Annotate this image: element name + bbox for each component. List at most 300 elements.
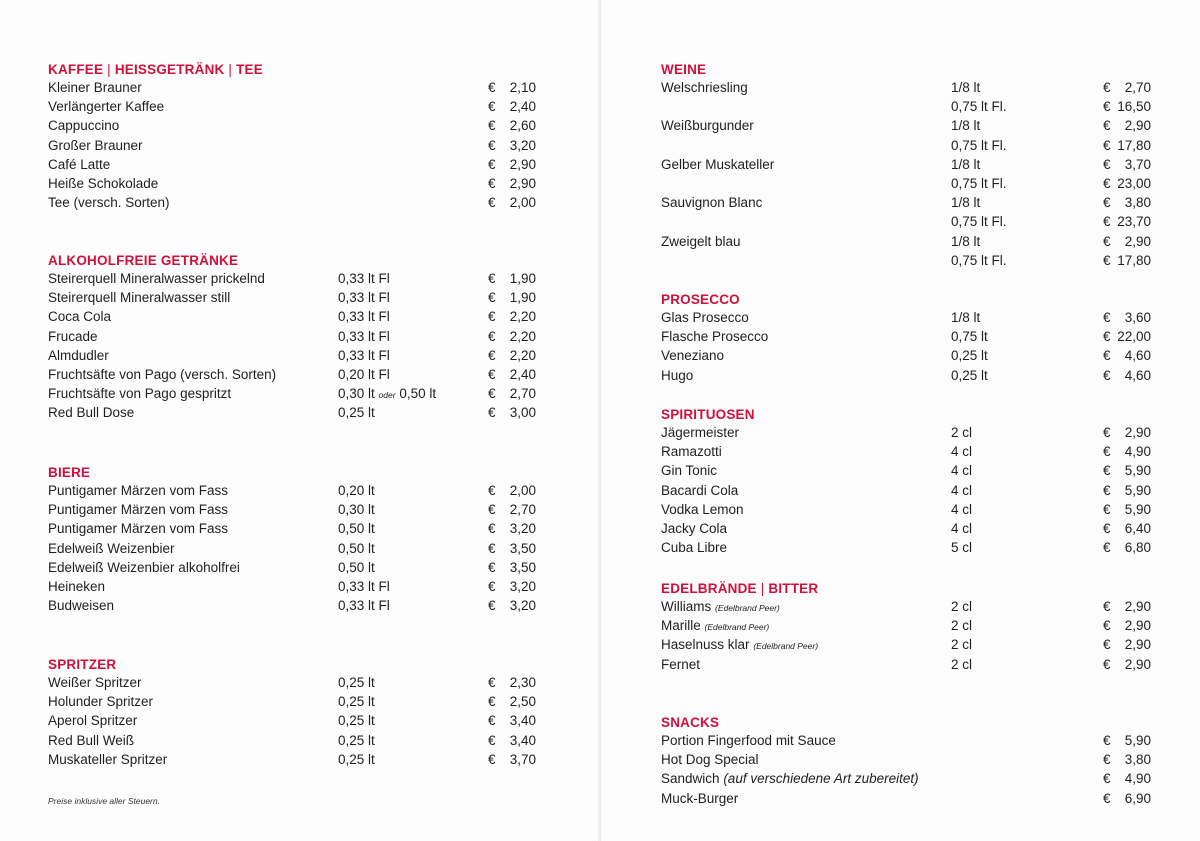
item-quantity-text: 4 cl	[951, 444, 973, 460]
item-price: 2,90	[1124, 233, 1151, 249]
item-note: (Edelbrand Peer)	[715, 603, 780, 613]
menu-item-row	[661, 442, 1155, 461]
item-price: 2,90	[509, 156, 536, 172]
menu-item-row	[48, 327, 540, 346]
item-quantity	[951, 327, 988, 346]
item-price: 4,90	[1124, 771, 1151, 787]
item-quantity-text: 0,33 lt Fl	[338, 290, 390, 306]
item-name	[48, 365, 276, 384]
item-name	[48, 403, 134, 422]
item-quantity	[338, 481, 375, 500]
title-part: WEINE	[661, 62, 707, 77]
item-quantity	[951, 232, 980, 251]
item-quantity	[338, 384, 436, 405]
item-name-text: Fruchtsäfte von Pago (versch. Sorten)	[48, 367, 277, 382]
menu-item-row	[661, 519, 1155, 538]
item-name	[48, 692, 153, 711]
item-name	[661, 442, 722, 461]
item-name-text: Aperol Spritzer	[48, 713, 138, 729]
item-quantity-text: 0,50 lt	[338, 540, 375, 556]
item-price: 2,90	[1124, 656, 1151, 672]
currency-sign: €	[488, 521, 496, 537]
item-name	[661, 616, 769, 637]
item-name-text: Steirerquell Mineralwasser still	[48, 290, 231, 306]
currency-sign: €	[488, 99, 496, 115]
item-name-text: Jägermeister	[661, 425, 740, 440]
item-name-text: Hot Dog Special	[661, 752, 759, 768]
currency-sign: €	[1103, 752, 1111, 768]
menu-item-row	[661, 789, 1155, 808]
item-quantity-text: 2 cl	[951, 425, 973, 440]
menu-item-row	[48, 519, 540, 538]
item-quantity	[951, 538, 972, 557]
menu-item-row	[48, 346, 540, 365]
item-price: 2,60	[509, 118, 536, 134]
item-quantity	[338, 539, 375, 558]
section-title	[48, 253, 238, 268]
item-name-text: Almdudler	[48, 347, 109, 363]
item-quantity-text: 0,33 lt Fl	[338, 309, 390, 325]
menu-item-row	[48, 136, 540, 155]
item-price: 3,80	[1124, 752, 1151, 768]
currency-sign: €	[488, 713, 496, 729]
currency-sign: €	[1103, 425, 1111, 440]
item-quantity-text: 0,33 lt Fl	[338, 347, 390, 363]
item-name	[48, 750, 167, 769]
currency-sign: €	[1103, 195, 1111, 211]
item-quantity-text: 0,25 lt	[338, 713, 375, 729]
item-quantity	[338, 365, 390, 384]
item-price: 2,70	[1124, 80, 1151, 95]
currency-sign: €	[1103, 329, 1111, 345]
title-part: BITTER	[768, 581, 819, 596]
item-price: 5,90	[1124, 733, 1151, 748]
item-price: 4,60	[1124, 348, 1151, 364]
currency-sign: €	[488, 483, 496, 498]
currency-sign: €	[488, 328, 496, 344]
item-quantity-text: 0,33 lt Fl	[338, 328, 390, 344]
item-quantity-text: 0,33 lt Fl	[338, 271, 390, 286]
item-price: 2,40	[509, 367, 536, 382]
item-quantity	[338, 731, 375, 750]
item-name	[48, 384, 231, 403]
item-name-text: Haselnuss klar	[661, 637, 750, 653]
item-name	[661, 655, 700, 674]
item-quantity-text: 0,33 lt Fl	[338, 579, 390, 594]
item-quantity	[338, 403, 375, 422]
page-fold	[598, 0, 601, 841]
currency-sign: €	[1103, 99, 1111, 115]
item-quantity	[338, 500, 375, 519]
item-name-text: Ramazotti	[661, 444, 722, 460]
item-name-text: Cappuccino	[48, 118, 120, 134]
item-price: 16,50	[1117, 99, 1151, 115]
menu-item-row	[661, 731, 1155, 750]
item-name-text: Weißburgunder	[661, 118, 754, 134]
currency-sign: €	[1103, 656, 1111, 672]
title-part: HEISSGETRÄNK	[114, 62, 225, 77]
item-quantity-text: 0,50 lt	[338, 521, 375, 537]
currency-sign: €	[1103, 444, 1111, 460]
item-name	[661, 423, 739, 442]
currency-sign: €	[1103, 733, 1111, 748]
item-quantity	[951, 423, 972, 442]
menu-item-row	[48, 365, 540, 384]
item-name	[48, 673, 142, 692]
item-name-text: Marille	[661, 618, 701, 634]
item-quantity-text: 0,20 lt Fl	[338, 367, 390, 382]
item-name-text: Welschriesling	[661, 80, 748, 95]
item-quantity-text: 2 cl	[951, 656, 973, 672]
currency-sign: €	[488, 540, 496, 556]
item-name	[48, 539, 175, 558]
menu-item-row	[661, 366, 1155, 385]
item-name	[48, 519, 228, 538]
item-name-text: Großer Brauner	[48, 137, 143, 153]
item-quantity	[951, 155, 980, 174]
item-quantity	[951, 500, 972, 519]
item-price: 3,80	[1124, 195, 1151, 211]
menu-item-row	[661, 212, 1155, 231]
item-price: 2,40	[509, 99, 536, 115]
item-name-text: Fernet	[661, 656, 701, 672]
menu-item-row	[661, 232, 1155, 251]
menu-item-row	[48, 711, 540, 730]
item-quantity-text: 0,25 lt	[951, 348, 988, 364]
item-name	[661, 635, 818, 656]
currency-sign: €	[1103, 80, 1111, 95]
item-quantity-text: 2 cl	[951, 637, 973, 653]
item-quantity	[951, 481, 972, 500]
menu-item-row	[48, 384, 540, 403]
item-name	[48, 307, 111, 326]
item-name-text: Weißer Spritzer	[48, 675, 142, 690]
menu-item-row	[48, 539, 540, 558]
currency-sign: €	[1103, 137, 1111, 153]
item-name-text: Glas Prosecco	[661, 310, 749, 325]
item-quantity-text: 4 cl	[951, 521, 973, 536]
item-quantity	[338, 269, 390, 288]
item-quantity	[951, 519, 972, 538]
menu-item-row	[661, 155, 1155, 174]
item-name	[661, 155, 774, 174]
section-title	[661, 715, 719, 730]
currency-sign: €	[1103, 637, 1111, 653]
title-separator: |	[224, 62, 237, 77]
currency-sign: €	[488, 405, 496, 421]
section-title	[48, 465, 90, 480]
currency-sign: €	[488, 290, 496, 306]
item-name-text: Portion Fingerfood mit Sauce	[661, 733, 836, 748]
title-part: BIERE	[48, 465, 91, 480]
menu-item-row	[661, 308, 1155, 327]
item-price: 23,00	[1117, 176, 1151, 191]
item-price: 2,20	[509, 309, 536, 325]
currency-sign: €	[1103, 540, 1111, 556]
menu-item-row	[661, 461, 1155, 480]
item-quantity	[338, 558, 375, 577]
item-name-text: Muskateller Spritzer	[48, 751, 168, 767]
item-price: 3,20	[509, 579, 536, 594]
currency-sign: €	[488, 598, 496, 614]
item-quantity-text: 0,75 lt	[951, 329, 988, 345]
currency-sign: €	[488, 367, 496, 382]
item-name-text: Sauvignon Blanc	[661, 195, 763, 211]
menu-item-row	[48, 596, 540, 615]
item-quantity	[338, 596, 390, 615]
item-price: 22,00	[1117, 329, 1151, 345]
item-quantity	[338, 327, 390, 346]
currency-sign: €	[488, 579, 496, 594]
item-quantity-text: 4 cl	[951, 501, 973, 517]
currency-sign: €	[488, 80, 496, 95]
item-name-text: Kleiner Brauner	[48, 80, 142, 95]
item-price: 3,20	[509, 598, 536, 614]
item-quantity	[951, 366, 988, 385]
item-quantity-text: 4 cl	[951, 482, 973, 498]
item-name-text: Puntigamer Märzen vom Fass	[48, 521, 229, 537]
item-note: (Edelbrand Peer)	[704, 622, 770, 633]
item-quantity	[951, 78, 980, 97]
item-name-text: Gin Tonic	[661, 463, 718, 479]
menu-item-row	[661, 423, 1155, 442]
title-part: TEE	[236, 62, 263, 77]
item-name	[48, 174, 158, 193]
currency-sign: €	[1103, 156, 1111, 172]
title-part: SNACKS	[661, 715, 720, 730]
item-quantity	[338, 519, 375, 538]
item-name	[48, 711, 137, 730]
currency-sign: €	[488, 137, 496, 153]
menu-item-row	[661, 327, 1155, 346]
item-price: 6,40	[1124, 521, 1151, 536]
item-name	[661, 597, 780, 618]
item-price: 2,00	[509, 483, 536, 498]
item-name	[661, 116, 754, 135]
currency-sign: €	[1103, 348, 1111, 364]
item-name	[661, 308, 749, 327]
currency-sign: €	[488, 559, 496, 575]
item-quantity-text: 0,30 lt	[338, 502, 375, 518]
item-name-text: Jacky Cola	[661, 521, 728, 536]
item-quantity-text: 1/8 lt	[951, 195, 981, 211]
item-note: (auf verschiedene Art zubereitet)	[723, 771, 919, 787]
menu-item-row	[661, 251, 1155, 270]
item-name-text: Edelweiß Weizenbier alkoholfrei	[48, 559, 240, 575]
item-quantity-text: 0,75 lt Fl.	[951, 252, 1007, 268]
item-quantity	[951, 346, 988, 365]
item-price: 3,70	[509, 751, 536, 767]
quantity-or: oder	[378, 390, 396, 401]
item-name	[48, 269, 265, 288]
item-price: 6,90	[1124, 790, 1151, 806]
item-name	[661, 769, 919, 788]
title-part: KAFFEE	[48, 62, 104, 77]
item-quantity-text: 5 cl	[951, 540, 973, 556]
item-name	[661, 232, 741, 251]
item-quantity-text: 1/8 lt	[951, 118, 981, 134]
item-quantity	[338, 711, 375, 730]
item-price: 3,50	[509, 540, 536, 556]
currency-sign: €	[1103, 482, 1111, 498]
menu-item-row	[661, 597, 1155, 616]
menu-item-row	[48, 97, 540, 116]
item-quantity-text: 0,25 lt	[338, 732, 375, 748]
item-name-text: Edelweiß Weizenbier	[48, 540, 175, 556]
item-price: 23,70	[1117, 214, 1151, 230]
section-title	[48, 657, 116, 672]
item-name	[48, 97, 164, 116]
currency-sign: €	[488, 675, 496, 690]
item-quantity	[951, 212, 1007, 231]
menu-item-row	[661, 346, 1155, 365]
menu-item-row	[661, 500, 1155, 519]
item-quantity-text: 1/8 lt	[951, 80, 981, 95]
item-name	[661, 461, 717, 480]
currency-sign: €	[488, 751, 496, 767]
item-name	[48, 288, 230, 307]
item-price: 2,90	[1124, 118, 1151, 134]
item-price: 2,90	[1124, 425, 1151, 440]
item-price: 3,40	[509, 713, 536, 729]
item-name	[48, 577, 105, 596]
item-quantity	[951, 655, 972, 674]
item-price: 17,80	[1117, 137, 1151, 153]
menu-item-row	[661, 97, 1155, 116]
currency-sign: €	[488, 195, 496, 211]
item-name-text: Vodka Lemon	[661, 501, 744, 517]
title-part: ALKOHOLFREIE GETRÄNKE	[48, 253, 239, 268]
menu-item-row	[48, 269, 540, 288]
item-name-text: Williams	[661, 599, 712, 614]
currency-sign: €	[1103, 501, 1111, 517]
item-name	[661, 327, 768, 346]
item-quantity-text: 4 cl	[951, 463, 973, 479]
item-name-text: Fruchtsäfte von Pago gespritzt	[48, 386, 232, 402]
item-quantity-text: 1/8 lt	[951, 233, 981, 249]
item-quantity	[951, 308, 980, 327]
item-quantity-text: 0,75 lt Fl.	[951, 176, 1007, 191]
menu-item-row	[661, 193, 1155, 212]
item-price: 2,70	[509, 386, 536, 402]
item-price: 5,90	[1124, 501, 1151, 517]
menu-item-row	[48, 78, 540, 97]
item-name	[661, 731, 836, 750]
currency-sign: €	[488, 309, 496, 325]
menu-item-row	[661, 616, 1155, 635]
item-quantity	[951, 442, 972, 461]
menu-item-row	[48, 500, 540, 519]
menu-item-row	[661, 136, 1155, 155]
item-quantity-text: 0,25 lt	[338, 405, 375, 421]
item-price: 2,20	[509, 328, 536, 344]
item-name-text: Zweigelt blau	[661, 233, 741, 249]
item-quantity	[338, 346, 390, 365]
currency-sign: €	[1103, 618, 1111, 634]
currency-sign: €	[1103, 310, 1111, 325]
item-price: 2,50	[509, 694, 536, 710]
item-name-text: Red Bull Dose	[48, 405, 135, 421]
item-quantity	[951, 193, 980, 212]
currency-sign: €	[1103, 233, 1111, 249]
item-quantity-text: 0,25 lt	[338, 675, 375, 690]
item-name-text: Gelber Muskateller	[661, 156, 775, 172]
item-name	[48, 193, 170, 212]
menu-item-row	[48, 692, 540, 711]
currency-sign: €	[1103, 214, 1111, 230]
menu-item-row	[48, 558, 540, 577]
item-price: 6,80	[1124, 540, 1151, 556]
menu-item-row	[661, 655, 1155, 674]
item-name	[661, 750, 759, 769]
item-name	[661, 500, 744, 519]
item-name-text: Puntigamer Märzen vom Fass	[48, 483, 229, 498]
currency-sign: €	[1103, 771, 1111, 787]
item-quantity-text: 0,30 lt	[338, 386, 375, 402]
menu-item-row	[661, 116, 1155, 135]
item-price: 2,90	[1124, 599, 1151, 614]
item-name	[48, 731, 134, 750]
item-quantity	[951, 174, 1007, 193]
item-name-text: Sandwich	[661, 771, 720, 787]
title-separator: |	[756, 581, 769, 596]
currency-sign: €	[488, 271, 496, 286]
item-quantity	[338, 307, 390, 326]
item-name-text: Heineken	[48, 579, 106, 594]
item-price: 2,00	[509, 195, 536, 211]
item-quantity-text: 0,25 lt	[951, 367, 988, 383]
item-price: 3,70	[1124, 156, 1151, 172]
item-price: 2,90	[1124, 637, 1151, 653]
menu-item-row	[661, 635, 1155, 654]
currency-sign: €	[1103, 118, 1111, 134]
item-name-text: Red Bull Weiß	[48, 732, 135, 748]
menu-item-row	[48, 116, 540, 135]
item-price: 3,60	[1124, 310, 1151, 325]
item-name-text: Flasche Prosecco	[661, 329, 769, 345]
item-price: 2,10	[509, 80, 536, 95]
item-quantity-text: 1/8 lt	[951, 156, 981, 172]
item-quantity-text: 0,25 lt	[338, 751, 375, 767]
item-price: 1,90	[509, 290, 536, 306]
item-price: 1,90	[509, 271, 536, 286]
item-name	[48, 155, 110, 174]
section-title	[48, 62, 263, 77]
title-part: EDELBRÄNDE	[661, 581, 757, 596]
item-name-text: Cuba Libre	[661, 540, 728, 556]
menu-item-row	[48, 750, 540, 769]
item-price: 17,80	[1117, 252, 1151, 268]
item-quantity-text: 0,25 lt	[338, 694, 375, 710]
item-quantity-text: 0,50 lt	[338, 559, 375, 575]
item-quantity-text: 2 cl	[951, 599, 973, 614]
item-name	[661, 193, 762, 212]
item-quantity	[951, 635, 972, 654]
item-quantity	[338, 692, 375, 711]
currency-sign: €	[488, 156, 496, 172]
item-price: 2,70	[509, 502, 536, 518]
item-price: 4,60	[1124, 367, 1151, 383]
section-title	[661, 581, 818, 596]
item-quantity	[338, 577, 390, 596]
section-title	[661, 407, 755, 422]
currency-sign: €	[1103, 790, 1111, 806]
item-name	[661, 789, 738, 808]
currency-sign: €	[1103, 252, 1111, 268]
item-name	[48, 596, 114, 615]
item-quantity-text: 0,75 lt Fl.	[951, 99, 1007, 115]
item-name-text: Hugo	[661, 367, 694, 383]
